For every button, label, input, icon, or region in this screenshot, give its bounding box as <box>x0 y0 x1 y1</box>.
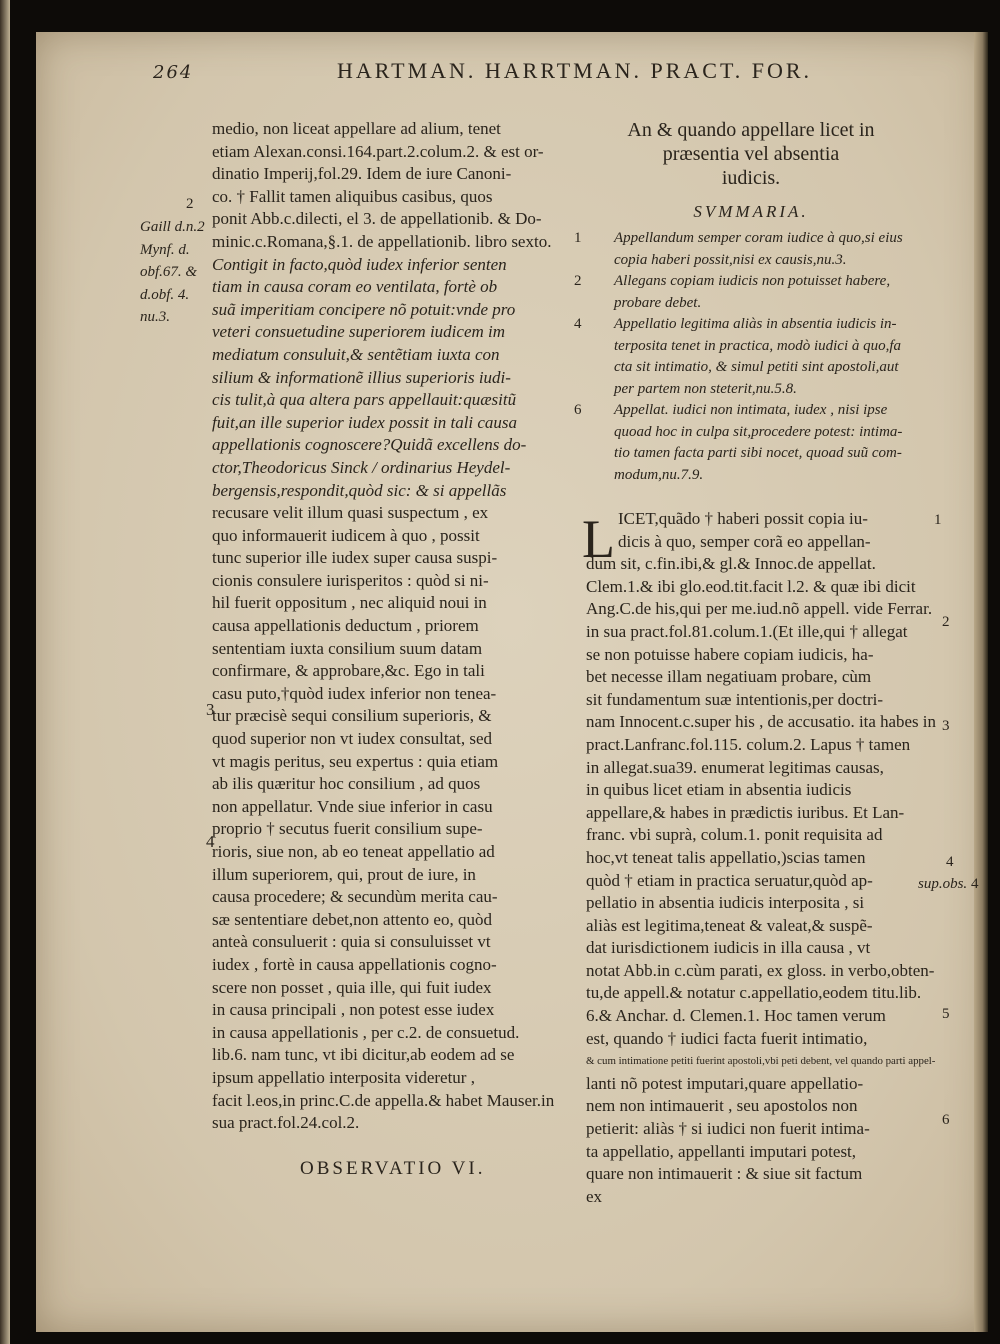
title-line: præsentia vel absentia <box>662 143 840 165</box>
margin-note-line: Mynf. d. <box>140 241 190 258</box>
text-line: sua pract.fol.24.col.2. <box>212 1113 360 1133</box>
summaria-item <box>574 271 944 314</box>
summaria-line: per partem non steterit,nu.5.8. <box>614 380 797 397</box>
text-line: quòd † etiam in practica seruatur,quòd ap- <box>586 870 873 890</box>
margin-note-line: nu.3. <box>140 309 170 326</box>
text-line: ponit Abb.c.dilecti, el 3. de appellationib. & Do- <box>212 209 542 229</box>
text-line: in allegat.sua39. enumerat legitimas causas, <box>586 757 884 777</box>
summaria-list <box>574 228 944 486</box>
text-line: in sua pract.fol.81.colum.1.(Et ille,qui † allegat <box>586 621 908 641</box>
summaria-line: terposita tenet in practica, modò iudici à quo,fa <box>614 337 902 354</box>
summaria-line: modum,nu.7.9. <box>614 466 704 483</box>
text-line: quo informauerit iudicem à quo , possit <box>212 525 480 545</box>
margin-note-line: obf.67. & <box>140 264 198 281</box>
summaria-number: 2 <box>574 273 582 289</box>
text-line: aliàs est legitima,teneat & valeat,& suspẽ- <box>586 915 873 935</box>
margin-note-sup-obs: sup.obs. <box>918 876 968 892</box>
right-margin-number-2: 2 <box>942 614 950 630</box>
text-line: silium & informationẽ illius superioris iudi- <box>212 367 511 387</box>
right-margin-number-6: 6 <box>942 1112 950 1128</box>
margin-number-3: 3 <box>206 700 215 719</box>
text-line: petierit: aliàs † si iudici non fuerit intima- <box>586 1119 870 1139</box>
summaria-number: 4 <box>574 316 582 332</box>
text-line: dat iurisdictionem iudicis in illa causa , vt <box>586 938 871 958</box>
observatio-heading: OBSERVATIO VI. <box>300 1158 486 1179</box>
text-line: ipsum appellatio interposita videretur , <box>212 1067 475 1087</box>
text-line: dum sit, c.fin.ibi,& gl.& Innoc.de appellat. <box>586 554 876 574</box>
text-line: notat Abb.in c.cùm parati, ex gloss. in verbo,obten- <box>586 960 935 980</box>
text-line: tiam in causa coram eo ventilata, fortè ob <box>212 277 498 297</box>
text-line: illum superiorem, qui, prout de iure, in <box>212 864 476 884</box>
right-column <box>586 508 936 1208</box>
summaria-line: quoad hoc in culpa sit,procedere potest: intima- <box>614 423 903 440</box>
text-line: dinatio Imperij,fol.29. Idem de iure Canoni- <box>212 164 512 184</box>
text-line: causa procedere; & secundùm merita cau- <box>212 887 498 907</box>
text-line: ctor,Theodoricus Sinck / ordinarius Heydel- <box>212 457 511 477</box>
page-number: 264 <box>153 62 194 83</box>
text-line: medio, non liceat appellare ad alium, tenet <box>212 119 501 138</box>
text-line: se non potuisse habere copiam iudicis, ha- <box>586 644 874 664</box>
text-line: nam Innocent.c.super his , de accusatio. ita habes in <box>586 712 936 732</box>
text-line: confirmare, & approbare,&c. Ego in tali <box>212 661 485 681</box>
text-line: bergensis,respondit,quòd sic: & si appellãs <box>212 480 507 500</box>
left-column <box>212 118 584 1135</box>
text-line: etiam Alexan.consi.164.part.2.colum.2. & est or- <box>212 141 544 161</box>
summaria-line: Appellat. iudici non intimata, iudex , nisi ipse <box>614 402 888 418</box>
summaria-number: 6 <box>574 402 582 418</box>
text-line: sæ sententiare debet,non attento eo, quòd <box>212 909 492 929</box>
text-line: facit l.eos,in princ.C.de appella.& habet Mauser.in <box>212 1090 555 1110</box>
summaria-line: Appellatio legitima aliàs in absentia iudicis in- <box>614 316 897 332</box>
text-line: proprio † secutus fuerit consilium supe- <box>212 819 483 839</box>
right-margin-number-3: 3 <box>942 718 950 734</box>
text-line: quod superior non vt iudex consultat, sed <box>212 729 492 749</box>
text-line: Ang.C.de his,qui per me.iud.nõ appell. vide Ferrar. <box>586 599 933 619</box>
text-line: sententiam iuxta consilium suum datam <box>212 638 483 658</box>
text-line: veteri consuetudine superiorem iudicem im <box>212 322 506 342</box>
text-line: tu,de appell.& notatur c.appellatio,eodem titu.lib. <box>586 983 922 1003</box>
margin-note-gaill <box>140 216 205 329</box>
text-line: ta appellatio, appellanti imputari potest, <box>586 1141 857 1161</box>
text-line: ICET,quãdo † haberi possit copia iu- <box>618 509 868 528</box>
text-line: appellare,& habes in prædictis iuribus. Et Lan- <box>586 802 905 822</box>
text-line: recusare velit illum quasi suspectum , ex <box>212 503 489 523</box>
text-line: ex <box>586 1186 603 1206</box>
text-line: anteà consuluerit : quia si consuluisset vt <box>212 932 491 952</box>
summaria-line: cta sit intimatio, & simul petiti sint apostoli,aut <box>614 359 899 375</box>
text-line: Clem.1.& ibi glo.eod.tit.facit l.2. & quæ ibi dicit <box>586 576 916 596</box>
text-line: minic.c.Romana,§.1. de appellationib. libro sexto. <box>212 231 552 251</box>
text-line: in quibus licet etiam in absentia iudicis <box>586 780 852 800</box>
initial-letter: L <box>582 509 615 569</box>
text-line: est, quando † iudici facta fuerit intimatio, <box>586 1028 868 1048</box>
text-line: suã imperitiam concipere nõ potuit:vnde pro <box>212 299 516 319</box>
summaria-line: Allegans copiam iudicis non potuisset habere, <box>614 273 891 289</box>
summaria-line: tio tamen facta parti sibi nocet, quoad suũ com- <box>614 445 902 461</box>
page-edge <box>974 32 988 1332</box>
right-margin-number-1: 1 <box>934 512 942 528</box>
text-line: lanti nõ potest imputari,quare appellatio- <box>586 1073 864 1093</box>
text-line: sit fundamentum suæ intentionis,per doctri- <box>586 689 883 709</box>
text-line: lib.6. nam tunc, vt ibi dicitur,ab eodem ad se <box>212 1045 515 1065</box>
summaria-item <box>574 228 944 271</box>
text-line: co. † Fallit tamen aliquibus casibus, quos <box>212 186 493 206</box>
text-line: mediatum consuluit,& sentẽtiam iuxta con <box>212 344 500 364</box>
gutter-shadow <box>0 0 10 1344</box>
text-line: nem non intimauerit , seu apostolos non <box>586 1096 858 1116</box>
text-line: Contigit in facto,quòd iudex inferior senten <box>212 254 507 274</box>
text-line: bet necesse illam negatiuam probare, cùm <box>586 667 872 687</box>
text-line: tur præcisè sequi consilium superioris, & <box>212 706 492 726</box>
text-line: dicis à quo, semper corã eo appellan- <box>618 531 871 551</box>
right-margin-sup-obs <box>918 876 978 893</box>
right-margin-number-5: 5 <box>942 1006 950 1022</box>
summaria-line: copia haberi possit,nisi ex causis,nu.3. <box>614 251 847 268</box>
summaria-line: probare debet. <box>614 294 702 311</box>
text-line: pract.Lanfranc.fol.115. colum.2. Lapus † tamen <box>586 734 911 754</box>
text-line: iudex , fortè in causa appellationis cogno- <box>212 954 497 974</box>
summaria-line: Appellandum semper coram iudice à quo,si eius <box>614 230 903 246</box>
text-line: non appellatur. Vnde siue inferior in casu <box>212 796 493 816</box>
right-margin-number-4: 4 <box>946 854 954 870</box>
text-line: 6.& Anchar. d. Clemen.1. Hoc tamen verum <box>586 1006 886 1026</box>
text-line: causa appellationis deductum , priorem <box>212 616 479 636</box>
text-line: franc. vbi suprà, colum.1. ponit requisita ad <box>586 825 883 845</box>
text-line: & cum intimatione petiti fuerint apostoli,vbi peti debent, vel quando parti appel- <box>586 1055 936 1068</box>
summaria-item <box>574 314 944 400</box>
summaria-number: 1 <box>574 230 582 246</box>
text-line: hoc,vt teneat talis appellatio,)scias tamen <box>586 847 866 867</box>
text-line: tunc superior ille iudex super causa suspi- <box>212 548 498 568</box>
margin-note-line: Gaill d.n.2 <box>140 219 205 235</box>
margin-number-4: 4 <box>206 832 215 851</box>
running-head: HARTMAN. HARRTMAN. PRACT. FOR. <box>337 58 813 83</box>
text-line: rioris, siue non, ab eo teneat appellatio ad <box>212 842 495 861</box>
text-line: appellationis cognoscere?Quidã excellens do- <box>212 435 527 455</box>
text-line: quare non intimauerit : & siue sit factum <box>586 1164 863 1184</box>
text-line: ab ilis quæritur hoc consilium , ad quos <box>212 774 481 794</box>
margin-note-line: d.obf. 4. <box>140 286 190 303</box>
text-line: fuit,an ille superior iudex possit in tali causa <box>212 412 518 432</box>
summaria-heading: SVMMARIA. <box>693 202 809 221</box>
text-line: scere non posset , quia ille, qui fuit iudex <box>212 977 492 997</box>
section-title <box>582 118 920 190</box>
text-line: in causa appellationis , per c.2. de consuetud. <box>212 1022 520 1042</box>
text-line: cis tulit,à qua altera pars appellauit:quæsitũ <box>212 390 517 410</box>
text-line: casu puto,†quòd iudex inferior non tenea- <box>212 683 497 703</box>
text-line: cionis consulere iurisperitos : quòd si ni- <box>212 570 489 590</box>
margin-number-4b: 4 <box>970 876 979 892</box>
title-line: iudicis. <box>721 167 781 189</box>
text-line: vt magis peritus, seu expertus : quia etiam <box>212 751 499 771</box>
page-header <box>117 58 957 88</box>
title-line: An & quando appellare licet in <box>627 119 875 141</box>
summaria-item <box>574 400 944 486</box>
text-line: pellatio in absentia iudicis interposita , si <box>586 893 865 913</box>
text-line: hil fuerit oppositum , nec aliquid noui in <box>212 593 487 613</box>
text-line: in causa principali , non potest esse iudex <box>212 1000 495 1020</box>
margin-number-2: 2 <box>186 196 194 212</box>
